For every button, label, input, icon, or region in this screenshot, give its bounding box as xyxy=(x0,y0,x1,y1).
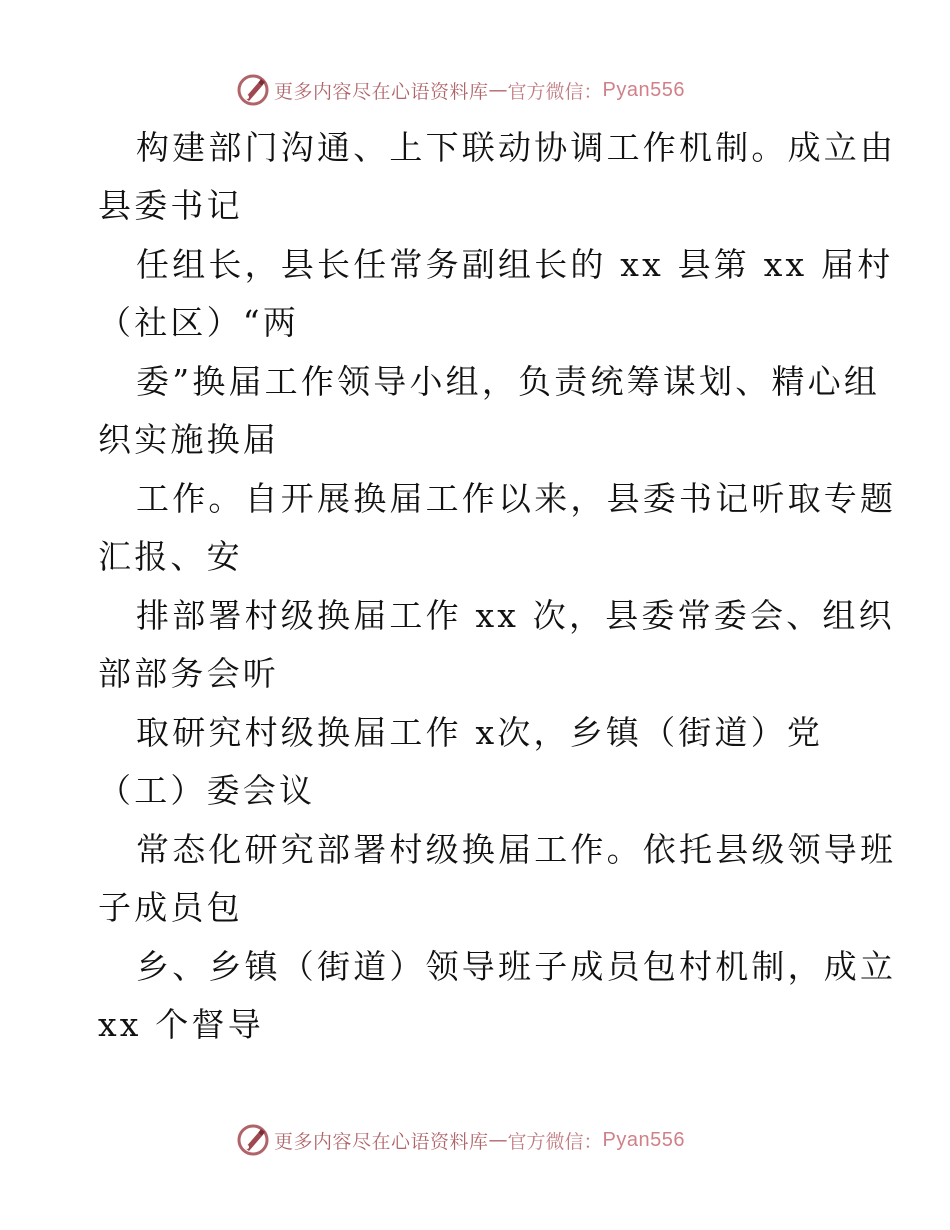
text-line: 委”换届工作领导小组，负责统筹谋划、精心组 xyxy=(136,362,881,401)
text-line: 乡、乡镇（街道）领导班子成员包村机制，成立 xyxy=(136,947,897,986)
watermark-label: 官方微信： xyxy=(507,80,603,103)
text-line: 部部务会听 xyxy=(98,654,279,693)
text-line: 取研究村级换届工作 x次，乡镇（街道）党 xyxy=(136,713,824,752)
pen-logo-icon xyxy=(236,1123,270,1157)
watermark-dash: — xyxy=(488,1129,508,1151)
text-line: 织实施换届 xyxy=(98,420,279,459)
watermark-label: 官方微信： xyxy=(507,1130,603,1153)
text-line: xx 个督导 xyxy=(98,1005,264,1044)
watermark-text: 更多内容尽在心语资料库 xyxy=(274,1130,489,1153)
footer-watermark xyxy=(236,1123,685,1157)
text-line: 任组长，县长任常务副组长的 xx 县第 xx 届村 xyxy=(136,245,894,284)
watermark-id: Pyan556 xyxy=(602,1128,685,1151)
watermark-text: 更多内容尽在心语资料库 xyxy=(274,80,489,103)
text-line: 子成员包 xyxy=(98,888,243,927)
text-line: 工作。自开展换届工作以来，县委书记听取专题 xyxy=(136,479,897,518)
watermark-dash: — xyxy=(488,79,508,101)
text-line: 常态化研究部署村级换届工作。依托县级领导班 xyxy=(136,830,897,869)
pen-logo-icon xyxy=(236,73,270,107)
header-watermark xyxy=(236,73,685,107)
text-line: （工）委会议 xyxy=(98,771,316,810)
watermark-id: Pyan556 xyxy=(602,78,685,101)
text-line: 构建部门沟通、上下联动协调工作机制。成立由 xyxy=(136,128,897,167)
text-line: （社区）“两 xyxy=(98,303,300,342)
text-line: 县委书记 xyxy=(98,186,243,225)
text-line: 汇报、安 xyxy=(98,537,243,576)
text-line: 排部署村级换届工作 xx 次，县委常委会、组织 xyxy=(136,596,895,635)
